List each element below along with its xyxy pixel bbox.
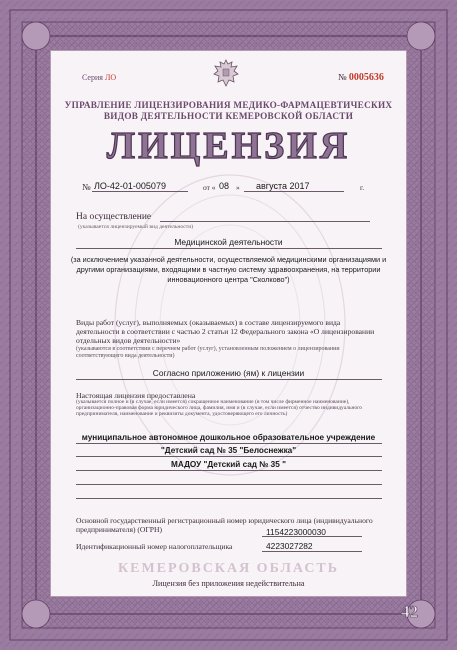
activity-value: Медицинской деятельности (174, 237, 283, 247)
issuer-line-2: ВИДОВ ДЕЯТЕЛЬНОСТИ КЕМЕРОВСКОЙ ОБЛАСТИ (103, 111, 354, 121)
license-date-month: августа 2017 (256, 181, 310, 191)
works-text: Виды работ (услуг), выполняемых (оказываемых) в составе лицензируемого вида деятельности в соответствии с частью 2 статьи 12 Федерального закона «О лицензировании отдельных видов деятельности» (76, 318, 375, 345)
activity-label: На осуществление (76, 212, 152, 222)
holder-name-line-1: муниципальное автономное дошкольное образовательное учреждение (81, 433, 376, 442)
holder-short-name: МАДОУ "Детский сад № 35 " (171, 460, 286, 469)
activity-hint: (указывается лицензируемый вид деятельности) (78, 224, 194, 230)
holder-name-line-2: "Детский сад № 35 "Белоснежка" (160, 446, 297, 455)
works-hint: (указываются в соответствии с перечнем работ (услуг), установленным положением о лицензировании соответствующего вида деятельности) (76, 346, 340, 359)
holder-intro: Настоящая лицензия предоставлена (76, 391, 196, 400)
footer-note: Лицензия без приложения недействительна (152, 579, 305, 588)
license-date-year: г. (360, 183, 365, 192)
license-number-value: ЛО-42-01-005079 (94, 181, 166, 191)
region-corner-number: 42 (401, 602, 418, 621)
region-watermark: КЕМЕРОВСКАЯ ОБЛАСТЬ (117, 561, 340, 576)
license-date-mid: » (236, 183, 240, 192)
ogrn-label: Основной государственный регистрационный номер юридического лица (индивидуального предпринимателя) (ОГРН) (76, 516, 373, 534)
series-label: Серия ЛО (82, 73, 117, 82)
license-date-from: от « (203, 183, 216, 192)
inn-label: Идентификационный номер налогоплательщика (76, 542, 233, 551)
license-date-day: 08 (219, 181, 230, 191)
works-value: Согласно приложению (ям) к лицензии (152, 368, 305, 378)
holder-hint: (указывается полное и (в случае, если имеется) сокращенное наименование (в том числе фирменное наименование), организационно-правовая форма юридического лица, фамилия, имя и (в случае, если имеется) отчество индивидуального предпринимателя, наименование и реквизиты документа, удостоверяющего его личность) (76, 399, 363, 418)
form-number: № 0005636 (338, 72, 384, 83)
activity-note: (за исключением указанной деятельности, осуществляемой медицинскими организациями и другими организациями, входящими в частную систему здравоохранения, на территории инновационного центра "Сколково") (70, 255, 387, 284)
document-title: ЛИЦЕНЗИЯ (106, 125, 351, 167)
ogrn-value: 1154223000030 (266, 527, 326, 537)
license-number-label: № (82, 182, 91, 192)
inn-value: 4223027282 (266, 541, 313, 551)
coat-of-arms-icon (212, 58, 240, 88)
issuer-line-1: УПРАВЛЕНИЕ ЛИЦЕНЗИРОВАНИЯ МЕДИКО-ФАРМАЦЕВТИЧЕСКИХ (64, 100, 393, 110)
